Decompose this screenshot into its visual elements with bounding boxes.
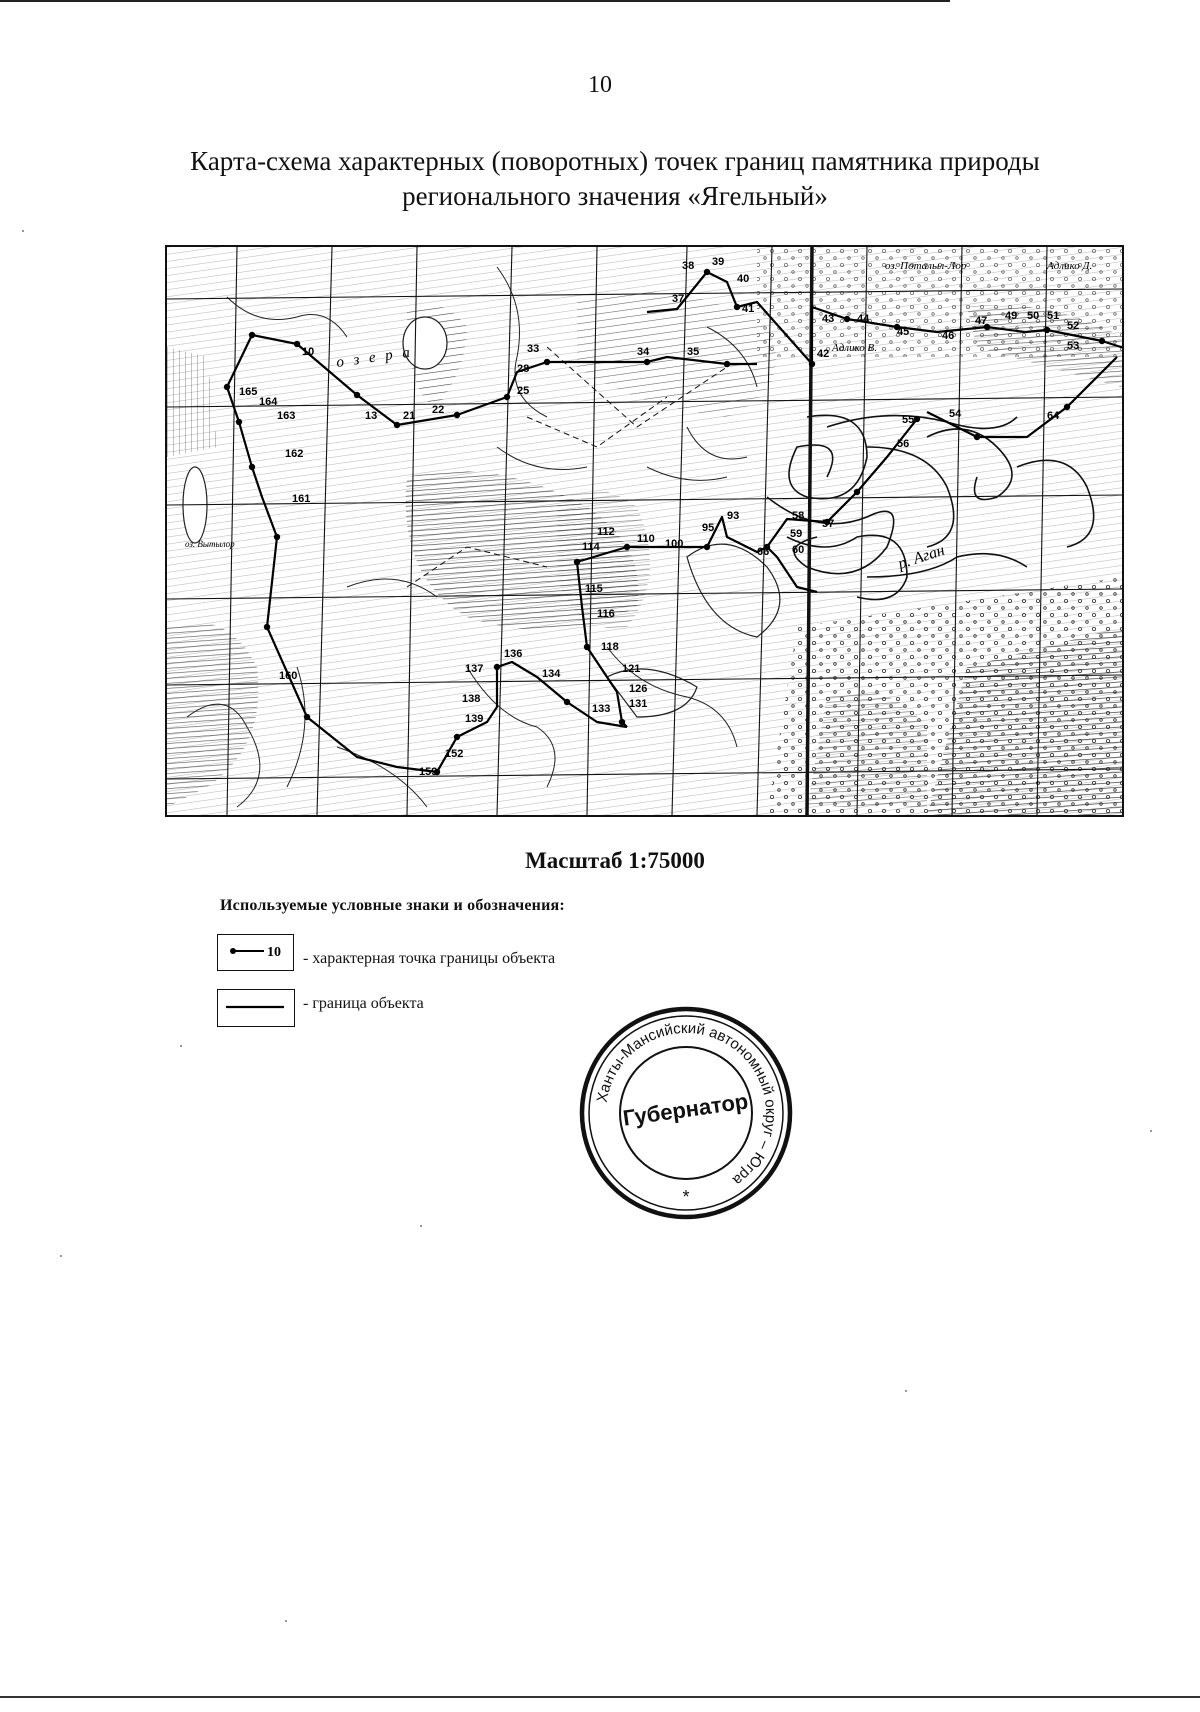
top-rule bbox=[0, 0, 950, 2]
svg-text:43: 43 bbox=[822, 313, 835, 325]
svg-text:49: 49 bbox=[1005, 310, 1018, 322]
legend-line-description: - граница объекта bbox=[303, 995, 424, 1012]
svg-text:40: 40 bbox=[737, 273, 750, 285]
svg-text:р. Аган: р. Аган bbox=[895, 541, 947, 573]
svg-text:59: 59 bbox=[790, 528, 803, 540]
scan-speck bbox=[1150, 1130, 1152, 1132]
svg-text:164: 164 bbox=[259, 396, 278, 408]
svg-text:115: 115 bbox=[585, 583, 603, 595]
svg-text:57: 57 bbox=[822, 518, 835, 530]
seal-star: * bbox=[682, 1187, 690, 1207]
svg-text:37: 37 bbox=[672, 293, 685, 305]
legend-line-symbol bbox=[217, 989, 295, 1027]
svg-text:38: 38 bbox=[682, 260, 695, 272]
scan-speck bbox=[420, 1225, 422, 1227]
svg-text:оз. Вытылор: оз. Вытылор bbox=[185, 539, 235, 549]
svg-text:о з е р а: о з е р а bbox=[335, 344, 414, 371]
svg-text:47: 47 bbox=[975, 315, 988, 327]
svg-text:133: 133 bbox=[592, 703, 611, 715]
svg-text:64: 64 bbox=[1047, 410, 1060, 422]
svg-text:95: 95 bbox=[702, 522, 715, 534]
svg-text:131: 131 bbox=[629, 698, 648, 710]
svg-text:66: 66 bbox=[757, 546, 770, 558]
svg-text:42: 42 bbox=[817, 348, 830, 360]
svg-text:165: 165 bbox=[239, 386, 258, 398]
svg-text:56: 56 bbox=[897, 438, 910, 450]
boundary-map bbox=[165, 245, 1124, 817]
svg-text:54: 54 bbox=[949, 408, 962, 420]
page-number: 10 bbox=[588, 72, 612, 98]
svg-text:58: 58 bbox=[792, 510, 805, 522]
svg-text:136: 136 bbox=[504, 648, 523, 660]
map-terrain bbox=[167, 247, 1122, 815]
svg-text:13: 13 bbox=[365, 410, 378, 422]
svg-text:46: 46 bbox=[942, 330, 955, 342]
svg-text:114: 114 bbox=[582, 541, 600, 553]
official-seal bbox=[576, 1003, 796, 1223]
svg-text:оз. Поталыл-Лор: оз. Поталыл-Лор bbox=[885, 260, 967, 272]
svg-text:100: 100 bbox=[665, 538, 684, 550]
svg-text:55: 55 bbox=[902, 414, 915, 426]
svg-text:21: 21 bbox=[403, 410, 416, 422]
svg-text:161: 161 bbox=[292, 493, 311, 505]
svg-text:28: 28 bbox=[517, 363, 530, 375]
legend-point-number: 10 bbox=[267, 945, 281, 960]
svg-text:159: 159 bbox=[419, 766, 438, 778]
svg-text:60: 60 bbox=[792, 544, 805, 556]
svg-text:34: 34 bbox=[637, 346, 650, 358]
svg-text:118: 118 bbox=[601, 641, 619, 653]
svg-text:139: 139 bbox=[465, 713, 484, 725]
svg-text:152: 152 bbox=[445, 748, 464, 760]
svg-text:35: 35 bbox=[687, 346, 700, 358]
svg-text:10: 10 bbox=[302, 346, 315, 358]
svg-text:93: 93 bbox=[727, 510, 740, 522]
svg-text:137: 137 bbox=[465, 663, 484, 675]
svg-text:25: 25 bbox=[517, 385, 530, 397]
svg-text:162: 162 bbox=[285, 448, 304, 460]
seal-ring-text: Ханты-Мансийский автономный округ – Югра bbox=[593, 1019, 780, 1189]
map-scale: Масштаб 1:75000 bbox=[525, 848, 705, 873]
svg-text:Адлико Д.: Адлико Д. bbox=[1047, 260, 1093, 272]
title-line-2: регионального значения «Ягельный» bbox=[402, 181, 828, 211]
svg-text:116: 116 bbox=[597, 608, 615, 620]
legend-title: Используемые условные знаки и обозначения: bbox=[220, 897, 565, 914]
svg-text:112: 112 bbox=[597, 526, 615, 538]
svg-text:134: 134 bbox=[542, 668, 561, 680]
svg-text:121: 121 bbox=[622, 663, 641, 675]
scan-speck bbox=[180, 1045, 182, 1047]
svg-text:110: 110 bbox=[637, 533, 655, 545]
scan-speck bbox=[22, 230, 24, 232]
svg-text:Адлико В.: Адлико В. bbox=[832, 342, 878, 354]
scan-speck bbox=[60, 1255, 62, 1257]
scan-speck bbox=[905, 1390, 907, 1392]
legend-point-description: - характерная точка границы объекта bbox=[303, 950, 556, 967]
svg-text:22: 22 bbox=[432, 404, 445, 416]
svg-text:39: 39 bbox=[712, 256, 725, 268]
seal-center-text: Губернатор bbox=[621, 1088, 750, 1131]
svg-text:160: 160 bbox=[279, 670, 298, 682]
bottom-rule bbox=[0, 1696, 1200, 1698]
svg-text:126: 126 bbox=[629, 683, 648, 695]
svg-text:163: 163 bbox=[277, 410, 296, 422]
document-title bbox=[140, 144, 1090, 214]
svg-text:138: 138 bbox=[462, 693, 481, 705]
scan-speck bbox=[285, 1620, 287, 1622]
svg-text:41: 41 bbox=[742, 303, 755, 315]
svg-text:45: 45 bbox=[897, 326, 910, 338]
svg-text:33: 33 bbox=[527, 343, 540, 355]
svg-text:53: 53 bbox=[1067, 340, 1080, 352]
svg-text:50: 50 bbox=[1027, 310, 1040, 322]
svg-text:51: 51 bbox=[1047, 310, 1060, 322]
title-line-1: Карта-схема характерных (поворотных) точек границ памятника природы bbox=[190, 146, 1040, 176]
legend-point-symbol bbox=[217, 934, 294, 971]
svg-text:52: 52 bbox=[1067, 320, 1080, 332]
svg-text:44: 44 bbox=[857, 313, 870, 325]
